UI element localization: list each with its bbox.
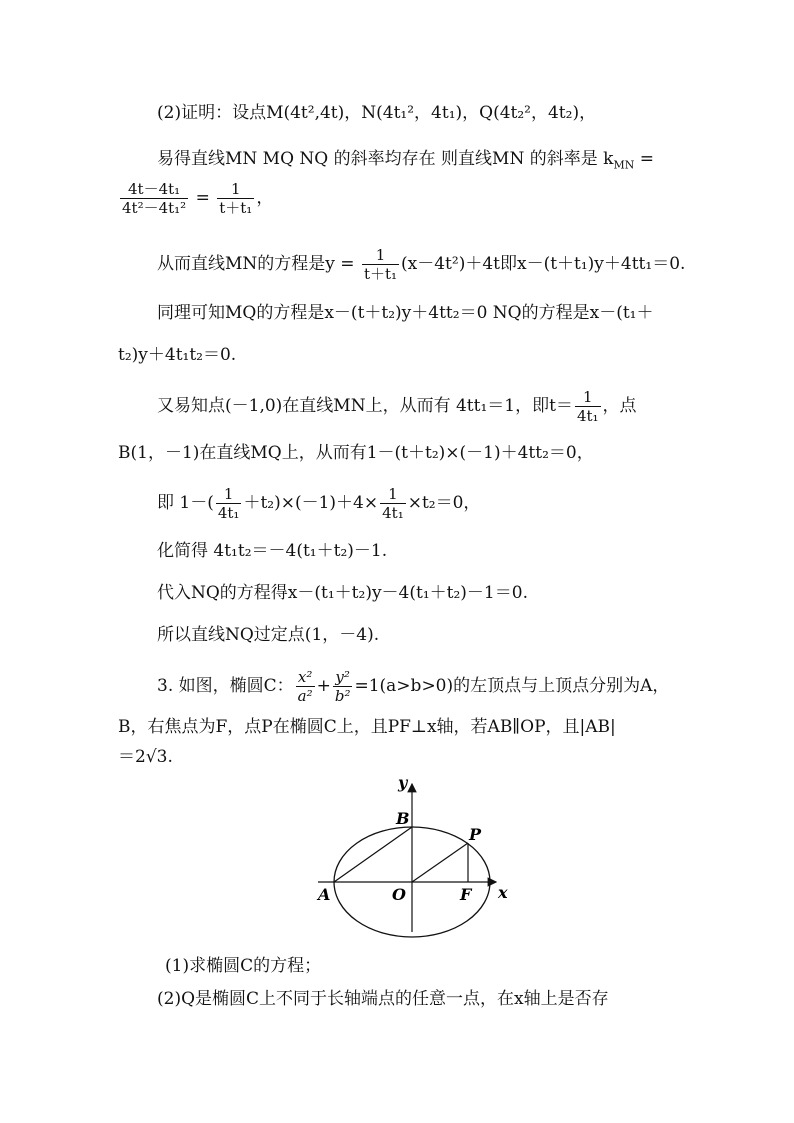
line9-post: ×t₂＝0， <box>407 493 481 513</box>
frac-den: 4t₁ <box>382 504 404 522</box>
proof-line-8: B(1，－1)在直线MQ上，从而有1－(t＋t₂)×(－1)＋4tt₂＝0， <box>118 443 594 463</box>
frac-den: 4t²－4t₁² <box>122 199 187 217</box>
frac-den: 4t₁ <box>576 407 599 425</box>
frac-num: 4t－4t₁ <box>120 180 188 199</box>
label-x: x <box>498 883 508 902</box>
line3-tail: ， <box>256 188 274 208</box>
proof-line-3 <box>118 180 273 217</box>
frac-den: t＋t₁ <box>219 199 253 217</box>
label-P: P <box>469 825 482 844</box>
label-y: y <box>398 773 408 792</box>
line-equation-fraction <box>362 246 399 283</box>
line2-tail: = <box>634 149 654 169</box>
frac-num: 1 <box>575 388 601 407</box>
plus-sign: + <box>316 676 331 696</box>
line9-mid: ＋t₂)×(－1)＋4× <box>243 493 379 513</box>
proof-line-7 <box>157 388 637 425</box>
ellipse-x-term <box>296 668 315 705</box>
line9-pre: 即 1－( <box>157 493 214 513</box>
problem-3-line-2: B，右焦点为F，点P在椭圆C上，且PF⊥x轴，若AB∥OP，且|AB| <box>118 717 616 737</box>
proof-line-10: 化简得 4t₁t₂＝－4(t₁＋t₂)－1. <box>157 541 388 561</box>
frac-den: 4t₁ <box>217 504 240 522</box>
line13-post: =1(a>b>0)的左顶点与上顶点分别为A， <box>354 676 670 696</box>
proof-line-2 <box>157 148 654 176</box>
slope-fraction-2 <box>217 180 254 217</box>
line4-post: (x－4t²)＋4t即x－(t＋t₁)y＋4tt₁＝0. <box>401 254 686 274</box>
frac-num: 1 <box>362 246 399 265</box>
ellipse-y-term <box>333 668 353 705</box>
proof-line-12: 所以直线NQ过定点(1，－4). <box>157 625 380 645</box>
proof-line-5: 同理可知MQ的方程是x－(t＋t₂)y＋4tt₂＝0 NQ的方程是x－(t₁＋ <box>157 303 654 323</box>
proof-line-1: (2)证明：设点M(4t²,4t)，N(4t₁²，4t₁)，Q(4t₂²，4t₂)， <box>157 103 597 123</box>
question-1: (1)求椭圆C的方程； <box>165 956 322 976</box>
segment-AB <box>334 827 412 882</box>
frac-den: t＋t₁ <box>363 265 398 283</box>
label-B: B <box>396 809 410 828</box>
slope-fraction-1 <box>120 180 188 217</box>
frac-num: x² <box>296 668 315 687</box>
line4-pre: 从而直线MN的方程是y = <box>157 254 360 274</box>
equals: = <box>190 188 216 208</box>
proof-line-9 <box>157 485 480 522</box>
frac-num: 1 <box>217 180 254 199</box>
line9-fraction-1 <box>216 485 242 522</box>
proof-line-6: t₂)y＋4t₁t₂＝0. <box>118 345 237 365</box>
problem-3-line-1 <box>157 668 669 705</box>
frac-num: y² <box>333 668 353 687</box>
line2-text: 易得直线MN MQ NQ 的斜率均存在 则直线MN 的斜率是 k <box>157 149 614 169</box>
label-F: F <box>460 885 472 904</box>
question-2: (2)Q是椭圆C上不同于长轴端点的任意一点，在x轴上是否存 <box>157 989 609 1009</box>
proof-line-4 <box>157 246 685 283</box>
line7-pre: 又易知点(－1,0)在直线MN上，从而有 4tt₁＝1，即t＝ <box>157 396 573 416</box>
slope-subscript: MN <box>613 158 635 172</box>
line9-fraction-2 <box>380 485 406 522</box>
problem-3-line-3: ＝2√3. <box>118 747 173 767</box>
frac-num: 1 <box>216 485 242 504</box>
frac-num: 1 <box>380 485 406 504</box>
frac-den: b² <box>334 687 351 705</box>
label-O: O <box>392 885 406 904</box>
line7-post: ，点 <box>602 396 637 416</box>
problem-number: 3. 如图，椭圆C： <box>157 676 294 696</box>
label-A: A <box>318 885 331 904</box>
ellipse-figure <box>310 770 520 940</box>
proof-line-11: 代入NQ的方程得x－(t₁＋t₂)y－4(t₁＋t₂)－1＝0. <box>157 583 528 603</box>
frac-den: a² <box>297 687 313 705</box>
segment-OP <box>412 843 468 882</box>
t-value-fraction <box>575 388 601 425</box>
